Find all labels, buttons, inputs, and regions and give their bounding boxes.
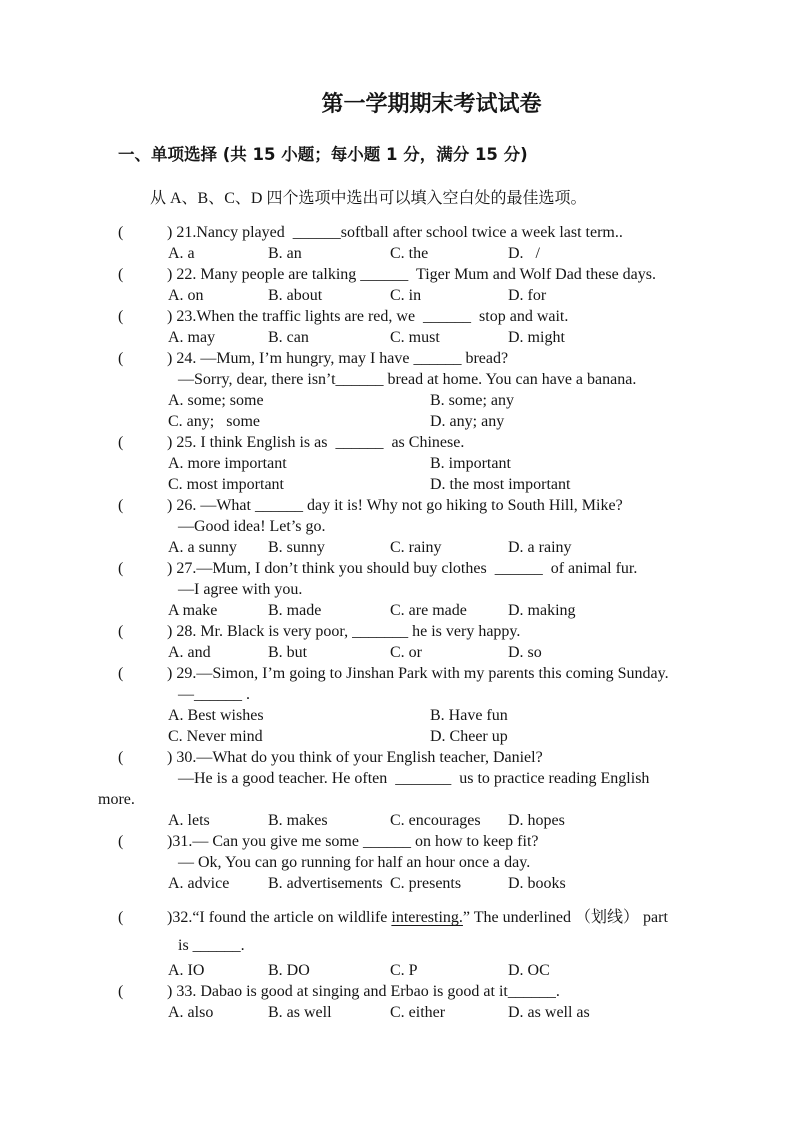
question-28-line <box>118 621 765 642</box>
question-text: ) 33. Dabao is good at singing and Erbao is good at it______. <box>167 983 560 1000</box>
option: A. Best wishes <box>168 707 264 724</box>
option: C. any; some <box>168 413 260 430</box>
question-29-line <box>178 684 765 705</box>
question-29-options-row <box>168 705 765 726</box>
option: A. may <box>168 329 216 346</box>
option: B. sunny <box>268 539 325 556</box>
option: C. either <box>390 1004 446 1021</box>
question-text: —Good idea! Let’s go. <box>178 518 326 535</box>
option: C. the <box>390 245 429 262</box>
option: C. rainy <box>390 539 442 556</box>
question-24-options-row <box>168 411 765 432</box>
question-32-line <box>118 904 765 932</box>
question-text: —I agree with you. <box>178 581 303 598</box>
option: B. Have fun <box>430 707 508 724</box>
option: B. DO <box>268 962 310 979</box>
question-23-options-row <box>168 327 765 348</box>
question-text: is ______. <box>178 937 245 954</box>
question-27-line <box>118 558 765 579</box>
question-27-options-row <box>168 600 765 621</box>
option: D. any; any <box>430 413 505 430</box>
option: C. or <box>390 644 422 661</box>
question-text: —He is a good teacher. He often _______ us to practice reading English <box>178 770 650 787</box>
question-29 <box>98 663 765 747</box>
option: C. must <box>390 329 440 346</box>
question-30-line <box>118 747 765 768</box>
question-text: ) 22. Many people are talking ______ Tiger Mum and Wolf Dad these days. <box>167 266 657 283</box>
option: B. about <box>268 287 323 304</box>
option: B. as well <box>268 1004 332 1021</box>
question-28 <box>98 621 765 663</box>
option: B. makes <box>268 812 328 829</box>
option: B. important <box>430 455 511 472</box>
question-32-options-row <box>168 960 765 981</box>
question-23-line <box>118 306 765 327</box>
option: A. lets <box>168 812 210 829</box>
option: C. P <box>390 962 418 979</box>
question-25 <box>98 432 765 495</box>
question-29-options-row <box>168 726 765 747</box>
question-30-line <box>98 789 765 810</box>
option: B. an <box>268 245 302 262</box>
question-28-options-row <box>168 642 765 663</box>
option: D. making <box>508 602 576 619</box>
option: B. can <box>268 329 309 346</box>
answer-paren: ( <box>118 909 124 926</box>
question-21 <box>98 222 765 264</box>
option: A make <box>168 602 218 619</box>
option: D. for <box>508 287 547 304</box>
question-23 <box>98 306 765 348</box>
option: D. hopes <box>508 812 565 829</box>
option: C. in <box>390 287 422 304</box>
question-31-line <box>178 852 765 873</box>
question-26-options-row <box>168 537 765 558</box>
question-24-line <box>178 369 765 390</box>
option: C. presents <box>390 875 462 892</box>
question-text: ) 24. —Mum, I’m hungry, may I have ______ bread? <box>167 350 509 367</box>
question-25-options-row <box>168 474 765 495</box>
section-heading: 一、单项选择 (共 15 小题；每小题 1 分，满分 15 分) <box>118 145 528 164</box>
option: A. a <box>168 245 195 262</box>
option: A. on <box>168 287 204 304</box>
answer-paren: ( <box>118 833 124 850</box>
answer-paren: ( <box>118 266 124 283</box>
option: D. books <box>508 875 566 892</box>
question-27-line <box>178 579 765 600</box>
question-text: ) 28. Mr. Black is very poor, _______ he is very happy. <box>167 623 521 640</box>
question-30-options-row <box>168 810 765 831</box>
answer-paren: ( <box>118 665 124 682</box>
question-text: )31.— Can you give me some ______ on how to keep fit? <box>167 833 539 850</box>
question-text: )32.“I found the article on wildlife interesting.” The underlined （划线） part <box>167 909 668 926</box>
question-24-options-row <box>168 390 765 411</box>
question-text: ) 25. I think English is as ______ as Chinese. <box>167 434 465 451</box>
question-25-options-row <box>168 453 765 474</box>
question-33 <box>98 981 765 1023</box>
answer-paren: ( <box>118 560 124 577</box>
answer-paren: ( <box>118 434 124 451</box>
option: C. encourages <box>390 812 481 829</box>
option: B. but <box>268 644 308 661</box>
option: A. more important <box>168 455 287 472</box>
question-22-line <box>118 264 765 285</box>
question-text: ) 26. —What ______ day it is! Why not go hiking to South Hill, Mike? <box>167 497 623 514</box>
question-30-line <box>178 768 765 789</box>
question-text: — Ok, You can go running for half an hour once a day. <box>178 854 531 871</box>
question-text: —______ . <box>178 686 250 703</box>
answer-paren: ( <box>118 749 124 766</box>
page-title: 第一学期期末考试试卷 <box>321 92 542 117</box>
question-text: ) 23.When the traffic lights are red, we ______ stop and wait. <box>167 308 569 325</box>
option: A. advice <box>168 875 230 892</box>
option: D. / <box>508 245 540 262</box>
answer-paren: ( <box>118 224 124 241</box>
question-text: ) 21.Nancy played ______softball after school twice a week last term.. <box>167 224 623 241</box>
question-text: ) 29.—Simon, I’m going to Jinshan Park with my parents this coming Sunday. <box>167 665 669 682</box>
question-text: more. <box>98 791 135 808</box>
question-33-options-row <box>168 1002 765 1023</box>
option: D. Cheer up <box>430 728 508 745</box>
question-text: ) 27.—Mum, I don’t think you should buy clothes ______ of animal fur. <box>167 560 638 577</box>
question-27 <box>98 558 765 621</box>
question-31 <box>98 831 765 894</box>
question-24 <box>98 348 765 432</box>
section-instruction: 从 A、B、C、D 四个选项中选出可以填入空白处的最佳选项。 <box>150 190 587 207</box>
option: D. might <box>508 329 565 346</box>
option: D. as well as <box>508 1004 590 1021</box>
option: D. so <box>508 644 542 661</box>
question-32 <box>98 904 765 981</box>
option: D. the most important <box>430 476 571 493</box>
question-24-line <box>118 348 765 369</box>
question-32-line <box>178 932 765 960</box>
question-30 <box>98 747 765 831</box>
option: B. advertisements <box>268 875 383 892</box>
question-21-options-row <box>168 243 765 264</box>
option: D. a rainy <box>508 539 572 556</box>
question-21-line <box>118 222 765 243</box>
option: A. and <box>168 644 211 661</box>
question-25-line <box>118 432 765 453</box>
question-text: —Sorry, dear, there isn’t______ bread at home. You can have a banana. <box>178 371 637 388</box>
answer-paren: ( <box>118 308 124 325</box>
answer-paren: ( <box>118 983 124 1000</box>
option: C. are made <box>390 602 467 619</box>
question-31-line <box>118 831 765 852</box>
question-26-line <box>178 516 765 537</box>
option: C. Never mind <box>168 728 263 745</box>
answer-paren: ( <box>118 350 124 367</box>
option: A. IO <box>168 962 205 979</box>
question-26-line <box>118 495 765 516</box>
question-29-line <box>118 663 765 684</box>
option: D. OC <box>508 962 550 979</box>
questions-list <box>98 222 765 1023</box>
option: B. made <box>268 602 322 619</box>
question-text: ) 30.—What do you think of your English teacher, Daniel? <box>167 749 543 766</box>
option: C. most important <box>168 476 284 493</box>
question-31-options-row <box>168 873 765 894</box>
option: A. also <box>168 1004 214 1021</box>
question-22 <box>98 264 765 306</box>
question-22-options-row <box>168 285 765 306</box>
option: A. a sunny <box>168 539 237 556</box>
question-26 <box>98 495 765 558</box>
option: B. some; any <box>430 392 514 409</box>
option: A. some; some <box>168 392 264 409</box>
answer-paren: ( <box>118 623 124 640</box>
answer-paren: ( <box>118 497 124 514</box>
question-33-line <box>118 981 765 1002</box>
